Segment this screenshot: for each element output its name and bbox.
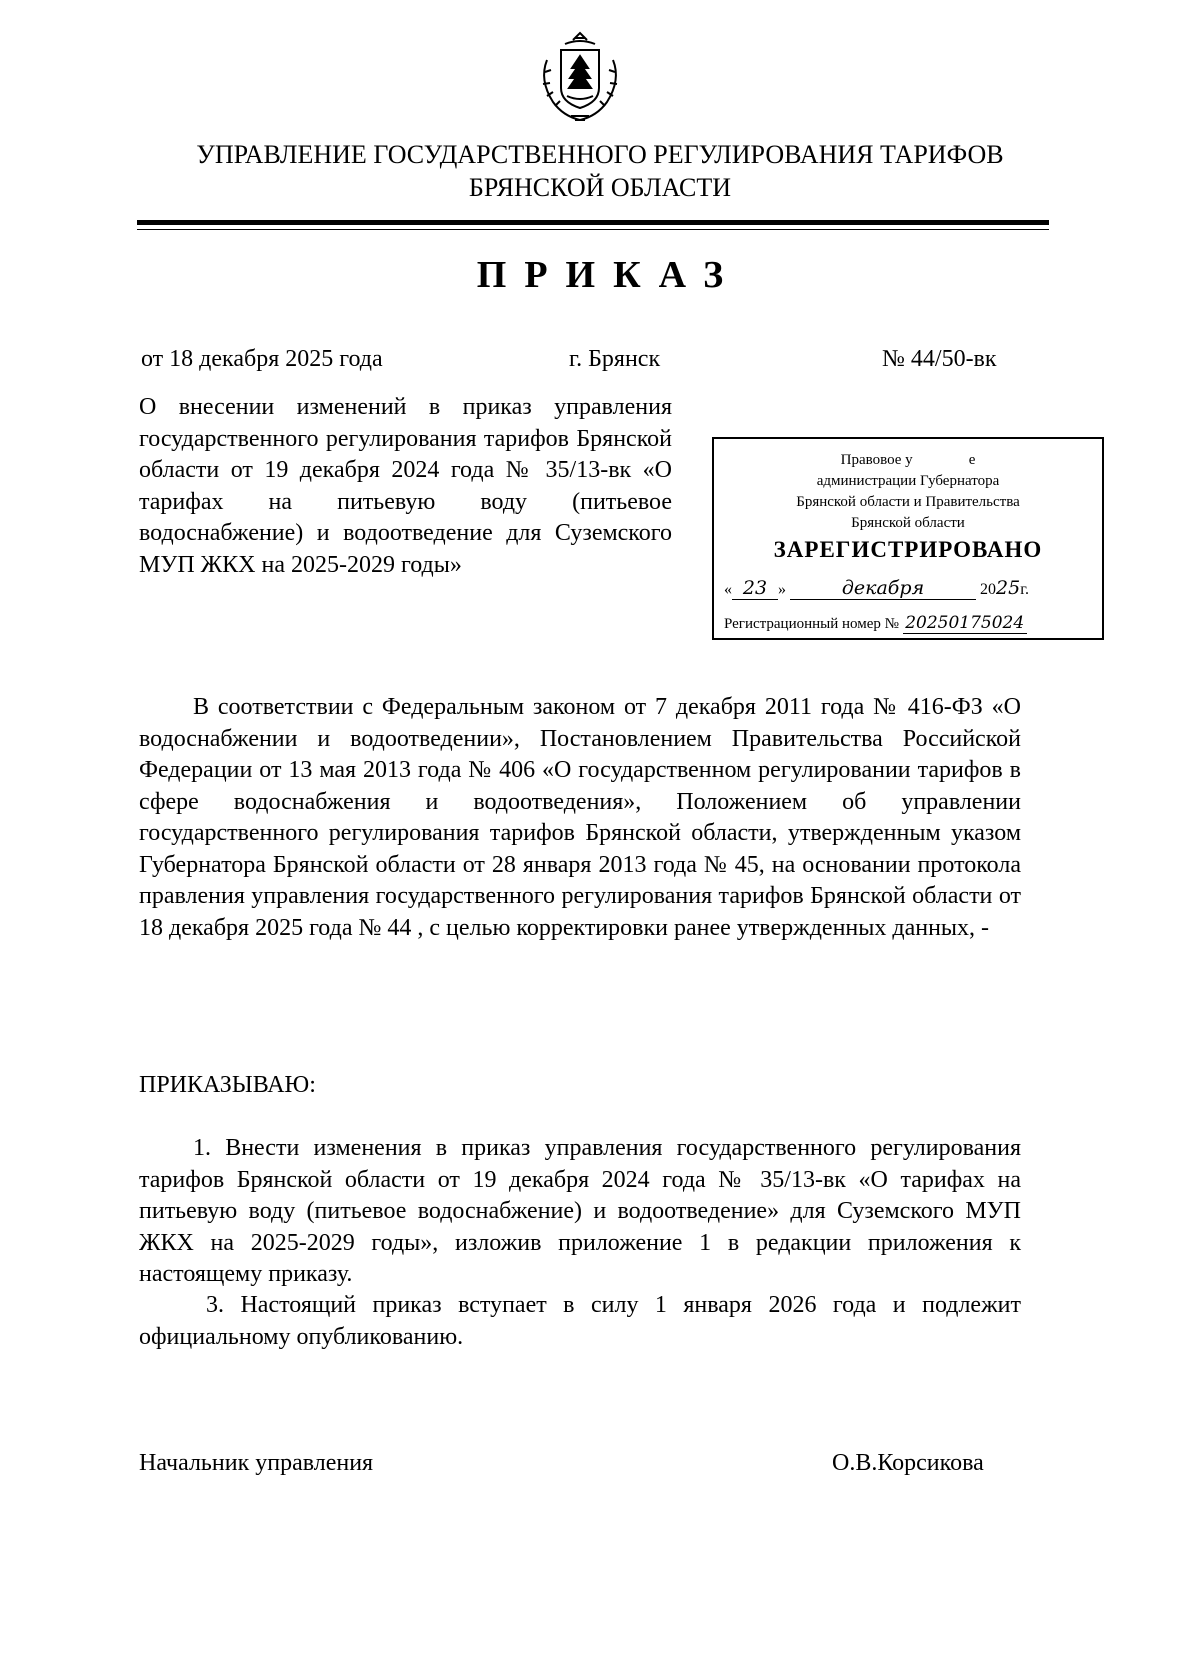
stamp-registered-label: ЗАРЕГИСТРИРОВАНО [773,537,1043,562]
stamp-day: 23 [732,577,778,600]
stamp-year-prefix: 20 [980,581,996,598]
stamp-registration-number-line [724,613,1094,634]
stamp-date-line: « 23 » декабря 2025г. [724,577,1029,599]
header-divider-thin [137,229,1049,230]
stamp-reg-label: Регистрационный номер № [724,616,899,632]
document-city: г. Брянск [569,346,661,372]
stamp-line1: Правовое у е [840,452,976,468]
stamp-year: 25 [996,577,1021,599]
registration-stamp [712,437,1104,640]
signatory-name: О.В.Корсикова [832,1450,984,1476]
header-divider-thick [137,220,1049,225]
preamble-paragraph: В соответствии с Федеральным законом от 7 декабря 2011 года № 416-ФЗ «О водоснабжении и водоотведении», Постановлением Правительства Российской Федерации от 13 мая 2013 года № 406 «О государственном регулировании тарифов в сфере водоснабжения и водоотведения», Положением об управлении государственного регулирования тарифов Брянской области, утвержденным указом Губернатора Брянской области от 28 января 2013 года № 45, на основании протокола правления управления государственного регулирования тарифов Брянской области от 18 декабря 2025 года № 44 , с целью корректировки ранее утвержденных данных, - [139,694,1021,941]
stamp-month: декабря [790,577,976,600]
document-type-title: ПРИКАЗ [476,254,742,296]
stamp-reg-number: 20250175024 [903,613,1027,634]
order-item-1: 1. Внести изменения в приказ управления государственного регулирования тарифов Брянской области от 19 декабря 2024 года № 35/13-вк «О тарифах на питьевую воду (питьевое водоснабжение) и водоотведение» для Суземского МУП ЖКХ на 2025-2029 годы», изложив приложение 1 в редакции приложения к настоящему приказу. [139,1135,1021,1287]
order-item-3: 3. Настоящий приказ вступает в силу 1 января 2026 года и подлежит официальному опубликованию. [139,1292,1021,1350]
stamp-line2: администрации Губернатора [816,473,1000,489]
stamp-line4: Брянской области [851,515,965,531]
stamp-year-suffix: г. [1020,581,1029,598]
coat-of-arms-icon [535,30,625,126]
document-subject: О внесении изменений в приказ управления государственного регулирования тарифов Брянской области от 19 декабря 2024 года № 35/13-вк «О тарифах на питьевую воду (питьевое водоснабжение) и водоотведение для Суземского МУП ЖКХ на 2025-2029 годы» [139,394,672,578]
stamp-line3: Брянской области и Правительства [796,494,1020,510]
organization-name-line2: БРЯНСКОЙ ОБЛАСТИ [468,173,732,202]
order-word: ПРИКАЗЫВАЮ: [139,1072,316,1098]
document-number: № 44/50-вк [882,346,997,372]
signatory-position: Начальник управления [139,1450,374,1476]
document-date: от 18 декабря 2025 года [141,346,383,372]
organization-name-line1: УПРАВЛЕНИЕ ГОСУДАРСТВЕННОГО РЕГУЛИРОВАНИЯ ТАРИФОВ [196,140,1004,169]
